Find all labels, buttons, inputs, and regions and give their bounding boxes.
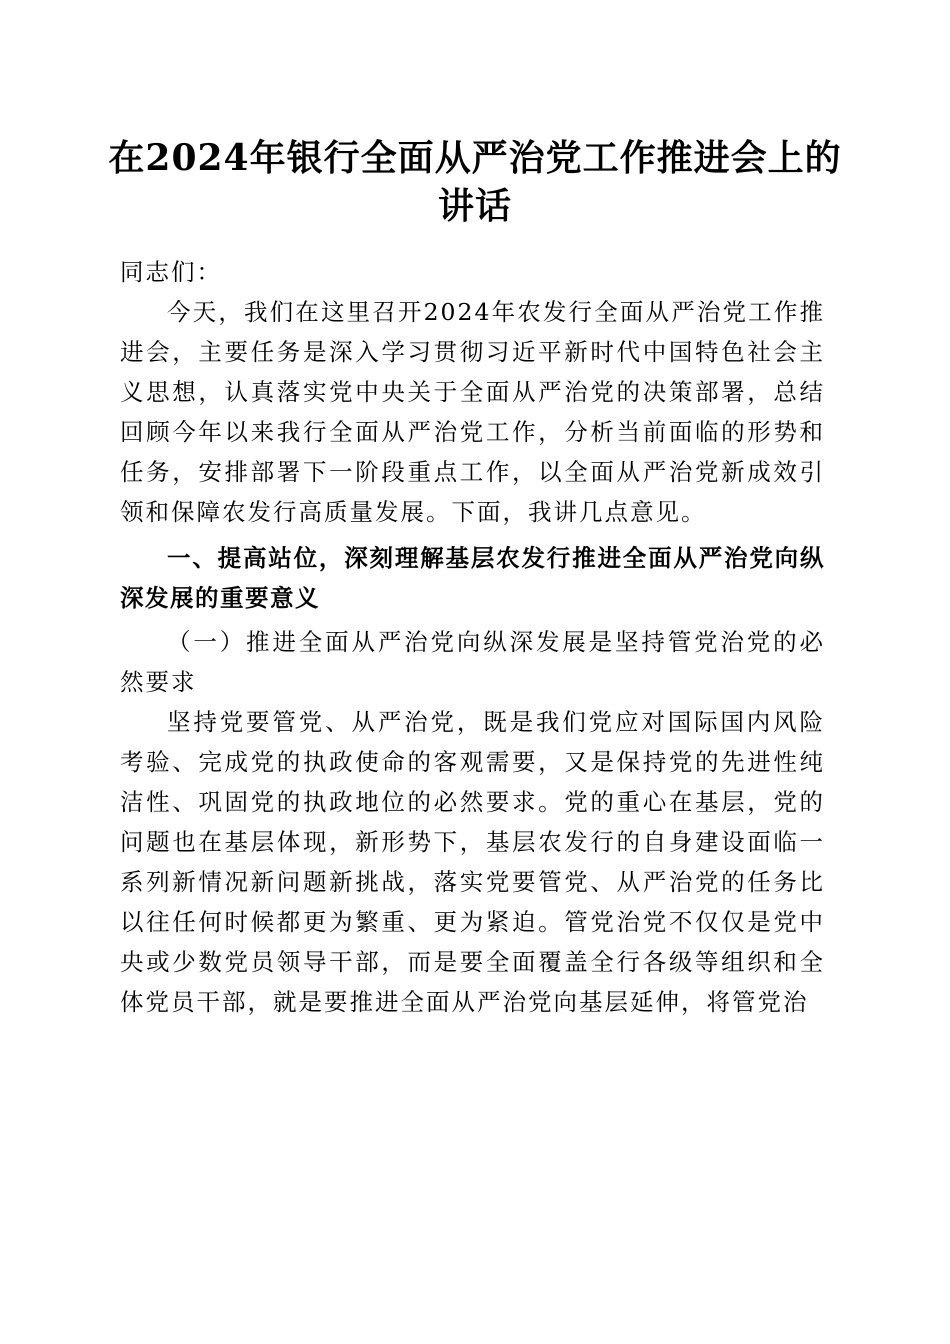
document-title: 在2024年银行全面从严治党工作推进会上的讲话 [108, 137, 842, 227]
intro-paragraph: 今天，我们在这里召开2024年农发行全面从严治党工作推进会，主要任务是深入学习贯彻习近平新时代中国特色社会主义思想，认真落实党中央关于全面从严治党的决策部署，总结回顾今年以来我行全面从严治党工作，分析当前面临的形势和任务，安排部署下一阶段重点工作，以全面从严治党新成效引领和保障农发行高质量发展。下面，我讲几点意见。 [120, 298, 825, 526]
body-paragraph-1: 坚持党要管党、从严治党，既是我们党应对国际国内风险考验、完成党的执政使命的客观需要，又是保持党的先进性纯洁性、巩固党的执政地位的必然要求。党的重心在基层，党的问题也在基层体现，新形势下，基层农发行的自身建设面临一系列新情况新问题新挑战，落实党要管党、从严治党的任务比以往任何时候都更为繁重、更为紧迫。管党治党不仅仅是党中央或少数党员领导干部，而是要全面覆盖全行各级等组织和全体党员干部，就是要推进全面从严治党向基层延伸，将管党治 [120, 708, 825, 1016]
subsection-heading-1: （一）推进全面从严治党向纵深发展是坚持管党治党的必然要求 [120, 628, 825, 696]
section-heading-1: 一、提高站位，深刻理解基层农发行推进全面从严治党向纵深发展的重要意义 [120, 544, 825, 612]
document-body [120, 252, 825, 1022]
salutation: 同志们： [120, 258, 222, 286]
